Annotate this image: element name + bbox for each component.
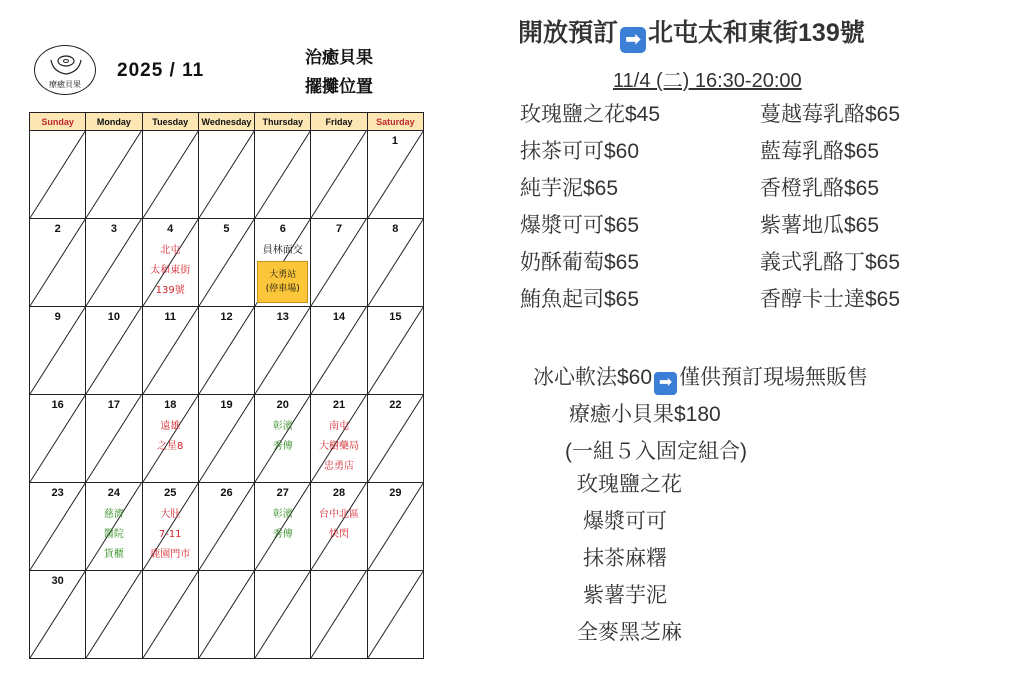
title-open-booking: 開放預訂 [518,19,619,47]
calendar-day-4 [142,219,198,307]
calendar-week-row [30,219,424,307]
set-items-list [577,466,682,651]
note-line: 太和東街 [150,265,191,276]
note-line: 忠勇店 [324,461,355,472]
calendar-day-21 [311,395,367,483]
diagonal-line [255,571,310,658]
day-number: 3 [110,223,117,235]
weekday-tuesday: Tuesday [142,113,198,131]
set-title: 療癒小貝果$180 [569,403,721,426]
diagonal-line [199,571,254,658]
calendar-day-10 [86,307,142,395]
weekday-thursday: Thursday [255,113,311,131]
note-line: 遠雄 [160,421,181,432]
diagonal-line [143,571,198,658]
set-note: (一組５入固定組合) [565,440,747,463]
right-arrow-icon: ➡ [654,372,677,395]
day-number: 30 [51,575,64,587]
calendar-day-29 [367,483,423,571]
calendar-day-27 [255,483,311,571]
calendar-empty-cell [86,131,142,219]
calendar-empty-cell [255,571,311,659]
day-location-note [311,505,366,545]
menu-item: 抹茶可可$60 [520,140,640,163]
calendar-day-12 [198,307,254,395]
calendar-day-9 [30,307,86,395]
title-location: 北屯太和東街139號 [648,19,865,47]
calendar-empty-cell [30,131,86,219]
announcement-title [518,13,865,53]
day-number: 2 [54,223,61,235]
logo-text: 療癒貝果 [49,80,81,89]
set-item: 抹茶麻糬 [583,547,667,570]
note-line: 彰濱 [272,509,293,520]
calendar-day-30 [30,571,86,659]
note-line: 7-11 [158,529,182,540]
calendar-empty-cell [367,571,423,659]
calendar-day-14 [311,307,367,395]
day-number: 25 [164,487,177,499]
location-badge [257,261,308,303]
calendar-empty-cell [198,571,254,659]
calendar-day-2 [30,219,86,307]
day-location-note [255,417,310,457]
day-number: 26 [220,487,233,499]
calendar-day-15 [367,307,423,395]
calendar-week-row [30,131,424,219]
weekday-header-row [30,113,424,131]
note-line: 彰濱 [272,421,293,432]
calendar-day-23 [30,483,86,571]
note-line: 台中北區 [319,509,360,520]
diagonal-line [255,131,310,218]
menu-right-column [760,96,900,318]
day-number: 15 [389,311,402,323]
day-number: 17 [107,399,121,411]
weekday-sunday: Sunday [30,113,86,131]
calendar-day-19 [198,395,254,483]
menu-item: 義式乳酪丁$65 [760,251,901,274]
right-arrow-icon: ➡ [620,27,646,53]
note-line: 快閃 [329,529,350,540]
note-line: 慈濟 [103,509,124,520]
day-number: 22 [389,399,402,411]
day-number: 29 [389,487,402,499]
calendar-day-11 [142,307,198,395]
note-line: 秀傳 [272,441,293,452]
day-location-note [143,241,198,301]
calendar-day-22 [367,395,423,483]
day-location-note [311,417,366,477]
special-item: 冰心軟法$60 [533,366,653,389]
menu-item: 純芋泥$65 [520,177,619,200]
calendar-grid [29,112,424,659]
calendar-day-28 [311,483,367,571]
calendar-empty-cell [198,131,254,219]
day-number: 7 [335,223,343,235]
day-number: 18 [164,399,177,411]
set-item: 爆漿可可 [583,510,667,533]
day-number: 10 [107,311,121,323]
calendar-week-row [30,307,424,395]
calendar-empty-cell [311,571,367,659]
calendar-day-17 [86,395,142,483]
menu-item: 玫瑰鹽之花$45 [520,103,661,126]
day-number: 9 [54,311,61,323]
calendar-empty-cell [142,131,198,219]
calendar-brand-title [305,44,373,102]
diagonal-line [311,131,366,218]
calendar-week-row [30,395,424,483]
badge-line: (停車場) [265,284,300,294]
calendar-day-20 [255,395,311,483]
badge-line: 大勇站 [269,270,297,280]
menu-item: 紫薯地瓜$65 [760,214,880,237]
calendar-day-5 [198,219,254,307]
diagonal-line [368,571,423,658]
diagonal-line [143,131,198,218]
day-number: 12 [220,311,233,323]
calendar-year-month: 2025 / 11 [117,60,205,81]
calendar-day-6 [255,219,311,307]
day-location-note [143,505,198,565]
note-line: 大樹藥局 [319,441,360,452]
calendar-empty-cell [255,131,311,219]
menu-item: 香橙乳酪$65 [760,177,880,200]
day-number: 11 [164,311,177,323]
diagonal-line [311,571,366,658]
hands-holding-bagel-icon [48,52,84,78]
day-number: 19 [220,399,233,411]
set-item: 紫薯芋泥 [583,584,667,607]
calendar-day-18 [142,395,198,483]
calendar-day-3 [86,219,142,307]
day-number: 8 [392,223,399,235]
day-number: 21 [332,399,346,411]
menu-item: 奶酥葡萄$65 [520,251,640,274]
day-number: 28 [332,487,346,499]
menu-item: 爆漿可可$65 [520,214,640,237]
brand-line-2: 擺攤位置 [305,77,373,97]
calendar-day-1 [367,131,423,219]
calendar-week-row [30,483,424,571]
diagonal-line [199,131,254,218]
note-line: 鹿園門市 [150,549,191,560]
menu-item: 藍莓乳酪$65 [760,140,880,163]
calendar-day-8 [367,219,423,307]
day-location-note [255,241,310,261]
day-location-note [143,417,198,457]
day-number: 27 [276,487,289,499]
note-line: 之星8 [157,441,184,452]
diagonal-line [86,131,141,218]
day-location-note [255,505,310,545]
calendar-body [30,131,424,659]
note-line: 貨櫃 [103,549,124,560]
day-number: 23 [51,487,64,499]
note-line: 北屯 [160,245,181,256]
day-number: 24 [107,487,121,499]
day-number: 13 [276,311,289,323]
special-note: 僅供預訂現場無販售 [679,366,869,389]
announcement-datetime: 11/4 (二) 16:30-20:00 [613,70,802,92]
day-number: 1 [391,135,398,147]
day-number: 6 [279,223,286,235]
weekday-wednesday: Wednesday [198,113,254,131]
note-line: 秀傳 [272,529,293,540]
weekday-monday: Monday [86,113,142,131]
calendar-day-7 [311,219,367,307]
day-number: 4 [167,223,174,235]
brand-logo [34,45,96,95]
menu-item: 蔓越莓乳酪$65 [760,103,901,126]
calendar-week-row [30,571,424,659]
set-item: 玫瑰鹽之花 [577,473,682,496]
brand-line-1: 治癒貝果 [305,48,373,68]
calendar-day-25 [142,483,198,571]
note-line: 醫院 [103,529,124,540]
calendar-empty-cell [311,131,367,219]
weekday-saturday: Saturday [367,113,423,131]
note-line: 大肚 [160,509,181,520]
calendar-day-13 [255,307,311,395]
note-line: 員林面交 [262,245,303,256]
menu-item: 鮪魚起司$65 [520,288,640,311]
set-item: 全麥黑芝麻 [577,621,682,644]
calendar-empty-cell [142,571,198,659]
note-line: 139號 [155,285,185,296]
menu-item: 香醇卡士達$65 [760,288,901,311]
day-number: 16 [51,399,64,411]
calendar-day-16 [30,395,86,483]
calendar-empty-cell [86,571,142,659]
calendar-day-26 [198,483,254,571]
day-number: 14 [332,311,346,323]
special-line [533,361,868,395]
day-number: 20 [276,399,289,411]
day-number: 5 [223,223,230,235]
calendar-day-24 [86,483,142,571]
diagonal-line [30,131,85,218]
note-line: 南屯 [329,421,350,432]
menu-left-column [520,96,660,318]
diagonal-line [86,571,141,658]
weekday-friday: Friday [311,113,367,131]
day-location-note [86,505,141,565]
